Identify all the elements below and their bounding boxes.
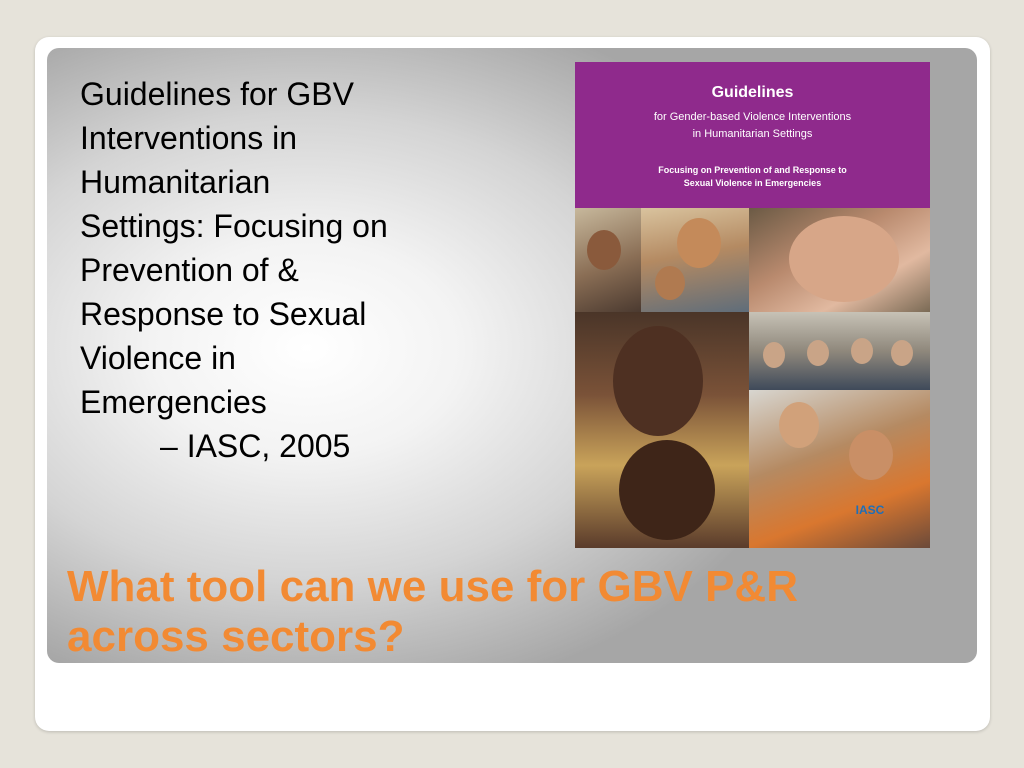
body-line: Violence in bbox=[80, 340, 236, 376]
slide-body-text bbox=[80, 72, 500, 468]
cover-photo-men bbox=[749, 312, 930, 390]
cover-subtitle-line: in Humanitarian Settings bbox=[692, 128, 813, 140]
cover-focus bbox=[585, 164, 920, 190]
guidelines-cover-image bbox=[575, 62, 930, 548]
cover-photo-girls bbox=[749, 390, 930, 548]
cover-focus-line: Focusing on Prevention of and Response to bbox=[658, 165, 847, 175]
cover-photo-mother-child bbox=[575, 312, 749, 548]
slide-title bbox=[67, 562, 967, 662]
attribution: – IASC, 2005 bbox=[160, 428, 351, 464]
cover-subtitle-line: for Gender-based Violence Interventions bbox=[653, 111, 852, 123]
iasc-logo: IASC bbox=[855, 503, 885, 517]
body-line: Interventions in bbox=[80, 120, 298, 156]
body-line: Response to Sexual bbox=[80, 296, 367, 332]
body-line: Emergencies bbox=[80, 384, 267, 420]
body-line: Settings: Focusing on bbox=[80, 208, 388, 244]
cover-subtitle bbox=[585, 109, 920, 143]
cover-focus-line: Sexual Violence in Emergencies bbox=[683, 178, 822, 188]
cover-photo-children bbox=[641, 208, 749, 312]
cover-title-band bbox=[575, 62, 930, 208]
body-line: Guidelines for GBV bbox=[80, 76, 354, 112]
body-line: Prevention of & bbox=[80, 252, 299, 288]
cover-photo-woman bbox=[749, 208, 930, 312]
slide-title-line: What tool can we use for GBV P&R bbox=[67, 562, 798, 611]
cover-heading: Guidelines bbox=[711, 84, 794, 101]
body-line: Humanitarian bbox=[80, 164, 271, 200]
cover-photo-boy bbox=[575, 208, 641, 312]
slide-title-line: across sectors? bbox=[67, 612, 405, 661]
